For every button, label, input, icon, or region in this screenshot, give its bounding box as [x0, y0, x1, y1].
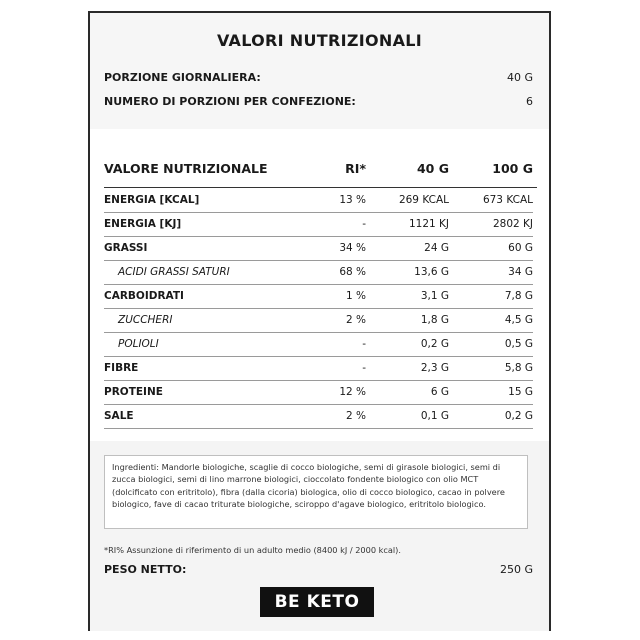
daily-serving-label: PORZIONE GIORNALIERA:: [104, 71, 261, 84]
per-40g-value: 3,1 G: [420, 290, 449, 302]
nutrient-name: PROTEINE: [104, 386, 163, 398]
servings-count-row: [104, 95, 533, 108]
ri-value: 13 %: [339, 194, 366, 206]
table-row: [104, 381, 533, 405]
nutrition-panel: [88, 11, 551, 631]
per-40g-value: 269 KCAL: [398, 194, 449, 206]
ri-value: -: [362, 338, 366, 350]
per-40g-value: 13,6 G: [414, 266, 449, 278]
per-100g-value: 7,8 G: [504, 290, 533, 302]
per-100g-value: 2802 KJ: [492, 218, 533, 230]
table-row: [104, 261, 533, 285]
per-100g-value: 34 G: [508, 266, 533, 278]
ri-footnote: *RI% Assunzione di riferimento di un adulto medio (8400 kJ / 2000 kcal).: [104, 545, 401, 555]
ingredients-box: Ingredienti: Mandorle biologiche, scaglie di cocco biologiche, semi di girasole biologici, semi di zucca biologici, semi di lino marrone biologici, cioccolato fondente biologico con olio MCT (dolcificato con eritritolo), fibra (dalla cicoria) biologica, olio di cocco biologico, cacao in polvere biologico, fave di cacao triturate biologiche, sciroppo d'agave biologico, eritritolo biologico.: [104, 455, 528, 529]
nutrient-name: ACIDI GRASSI SATURI: [118, 266, 230, 278]
ri-value: -: [362, 362, 366, 374]
nutrient-name: ENERGIA [KJ]: [104, 218, 182, 230]
table-row: [104, 237, 533, 261]
per-40g-value: 1,8 G: [420, 314, 449, 326]
table-header: [104, 161, 533, 179]
per-40g-value: 2,3 G: [420, 362, 449, 374]
nutrient-name: GRASSI: [104, 242, 148, 254]
ri-value: 1 %: [346, 290, 366, 302]
footer-section: [90, 441, 549, 631]
header-underline: [104, 187, 537, 188]
table-row: [104, 213, 533, 237]
table-row: [104, 189, 533, 213]
nutrient-name: ENERGIA [KCAL]: [104, 194, 200, 206]
nutrient-name: POLIOLI: [118, 338, 159, 350]
per-100g-value: 0,5 G: [504, 338, 533, 350]
nutrient-name: FIBRE: [104, 362, 139, 374]
header-per-100g: 100 G: [492, 161, 533, 176]
nutrient-name: CARBOIDRATI: [104, 290, 184, 302]
per-100g-value: 60 G: [508, 242, 533, 254]
ri-value: 2 %: [346, 314, 366, 326]
per-40g-value: 1121 KJ: [408, 218, 449, 230]
per-100g-value: 5,8 G: [504, 362, 533, 374]
nutrition-table: [90, 129, 549, 441]
header-nutrient: VALORE NUTRIZIONALE: [104, 161, 268, 176]
header-section: [90, 13, 549, 129]
ri-value: 12 %: [339, 386, 366, 398]
per-100g-value: 4,5 G: [504, 314, 533, 326]
ri-value: -: [362, 218, 366, 230]
ri-value: 68 %: [339, 266, 366, 278]
table-row: [104, 405, 533, 429]
ri-value: 34 %: [339, 242, 366, 254]
ri-value: 2 %: [346, 410, 366, 422]
header-per-40g: 40 G: [416, 161, 449, 176]
per-100g-value: 15 G: [508, 386, 533, 398]
table-row: [104, 357, 533, 381]
per-40g-value: 6 G: [430, 386, 449, 398]
table-row: [104, 333, 533, 357]
daily-serving-value: 40 G: [506, 71, 533, 84]
panel-title: VALORI NUTRIZIONALI: [216, 31, 423, 50]
table-row: [104, 309, 533, 333]
per-100g-value: 673 KCAL: [482, 194, 533, 206]
per-40g-value: 0,2 G: [420, 338, 449, 350]
per-100g-value: 0,2 G: [504, 410, 533, 422]
servings-count-value: 6: [526, 95, 533, 108]
nutrient-name: ZUCCHERI: [118, 314, 173, 326]
net-weight-label: PESO NETTO:: [104, 563, 187, 576]
header-ri: RI*: [345, 161, 366, 176]
net-weight-value: 250 G: [499, 563, 533, 576]
per-40g-value: 24 G: [424, 242, 449, 254]
servings-count-label: NUMERO DI PORZIONI PER CONFEZIONE:: [104, 95, 356, 108]
table-row: [104, 285, 533, 309]
nutrient-name: SALE: [104, 410, 134, 422]
net-weight-row: [104, 563, 533, 576]
per-40g-value: 0,1 G: [420, 410, 449, 422]
daily-serving-row: [104, 71, 533, 84]
brand-logo: BE KETO: [260, 587, 374, 617]
